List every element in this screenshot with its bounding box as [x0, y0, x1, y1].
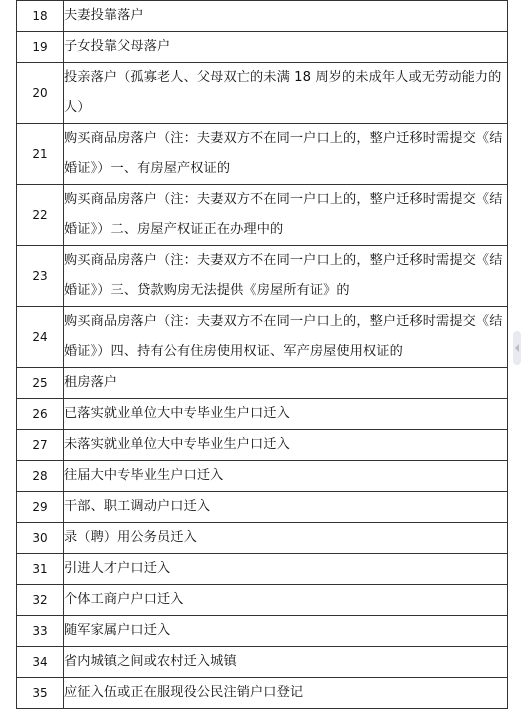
table-row — [17, 246, 508, 307]
row-number: 26 — [17, 399, 64, 430]
row-description: 子女投靠父母落户 — [64, 32, 508, 63]
table-row — [17, 585, 508, 616]
row-description: 租房落户 — [64, 368, 508, 399]
side-scroll-handle[interactable] — [513, 331, 521, 365]
row-description: 购买商品房落户（注：夫妻双方不在同一户口上的，整户迁移时需提交《结婚证》）二、房屋产权证正在办理中的 — [64, 185, 508, 246]
row-description: 引进人才户口迁入 — [64, 554, 508, 585]
row-number: 28 — [17, 461, 64, 492]
row-description: 应征入伍或正在服现役公民注销户口登记 — [64, 678, 508, 709]
row-number: 33 — [17, 616, 64, 647]
row-description: 购买商品房落户（注：夫妻双方不在同一户口上的，整户迁移时需提交《结婚证》）一、有房屋产权证的 — [64, 124, 508, 185]
table-row — [17, 492, 508, 523]
table-row — [17, 185, 508, 246]
row-number: 31 — [17, 554, 64, 585]
table-row — [17, 430, 508, 461]
table-row — [17, 63, 508, 124]
row-description: 投亲落户（孤寡老人、父母双亡的未满 18 周岁的未成年人或无劳动能力的人） — [64, 63, 508, 124]
document-page — [16, 0, 505, 709]
row-number: 22 — [17, 185, 64, 246]
row-description: 夫妻投靠落户 — [64, 1, 508, 32]
row-number: 35 — [17, 678, 64, 709]
row-number: 25 — [17, 368, 64, 399]
table-row — [17, 1, 508, 32]
table-row — [17, 307, 508, 368]
row-description: 个体工商户户口迁入 — [64, 585, 508, 616]
row-description: 未落实就业单位大中专毕业生户口迁入 — [64, 430, 508, 461]
row-number: 34 — [17, 647, 64, 678]
table-row — [17, 678, 508, 709]
table-row — [17, 554, 508, 585]
row-description: 购买商品房落户（注：夫妻双方不在同一户口上的，整户迁移时需提交《结婚证》）四、持有公有住房使用权证、军产房屋使用权证的 — [64, 307, 508, 368]
table-row — [17, 399, 508, 430]
row-description: 干部、职工调动户口迁入 — [64, 492, 508, 523]
row-description: 购买商品房落户（注：夫妻双方不在同一户口上的，整户迁移时需提交《结婚证》）三、贷款购房无法提供《房屋所有证》的 — [64, 246, 508, 307]
row-number: 30 — [17, 523, 64, 554]
row-description: 已落实就业单位大中专毕业生户口迁入 — [64, 399, 508, 430]
table-row — [17, 523, 508, 554]
row-number: 21 — [17, 124, 64, 185]
row-description: 往届大中专毕业生户口迁入 — [64, 461, 508, 492]
table-row — [17, 647, 508, 678]
row-number: 23 — [17, 246, 64, 307]
table-row — [17, 616, 508, 647]
row-description: 录（聘）用公务员迁入 — [64, 523, 508, 554]
table-row — [17, 368, 508, 399]
table-row — [17, 124, 508, 185]
table-row — [17, 32, 508, 63]
household-registration-table — [16, 0, 508, 709]
row-description: 省内城镇之间或农村迁入城镇 — [64, 647, 508, 678]
row-number: 32 — [17, 585, 64, 616]
row-number: 24 — [17, 307, 64, 368]
row-number: 20 — [17, 63, 64, 124]
table-row — [17, 461, 508, 492]
row-number: 19 — [17, 32, 64, 63]
row-description: 随军家属户口迁入 — [64, 616, 508, 647]
row-number: 29 — [17, 492, 64, 523]
row-number: 18 — [17, 1, 64, 32]
row-number: 27 — [17, 430, 64, 461]
